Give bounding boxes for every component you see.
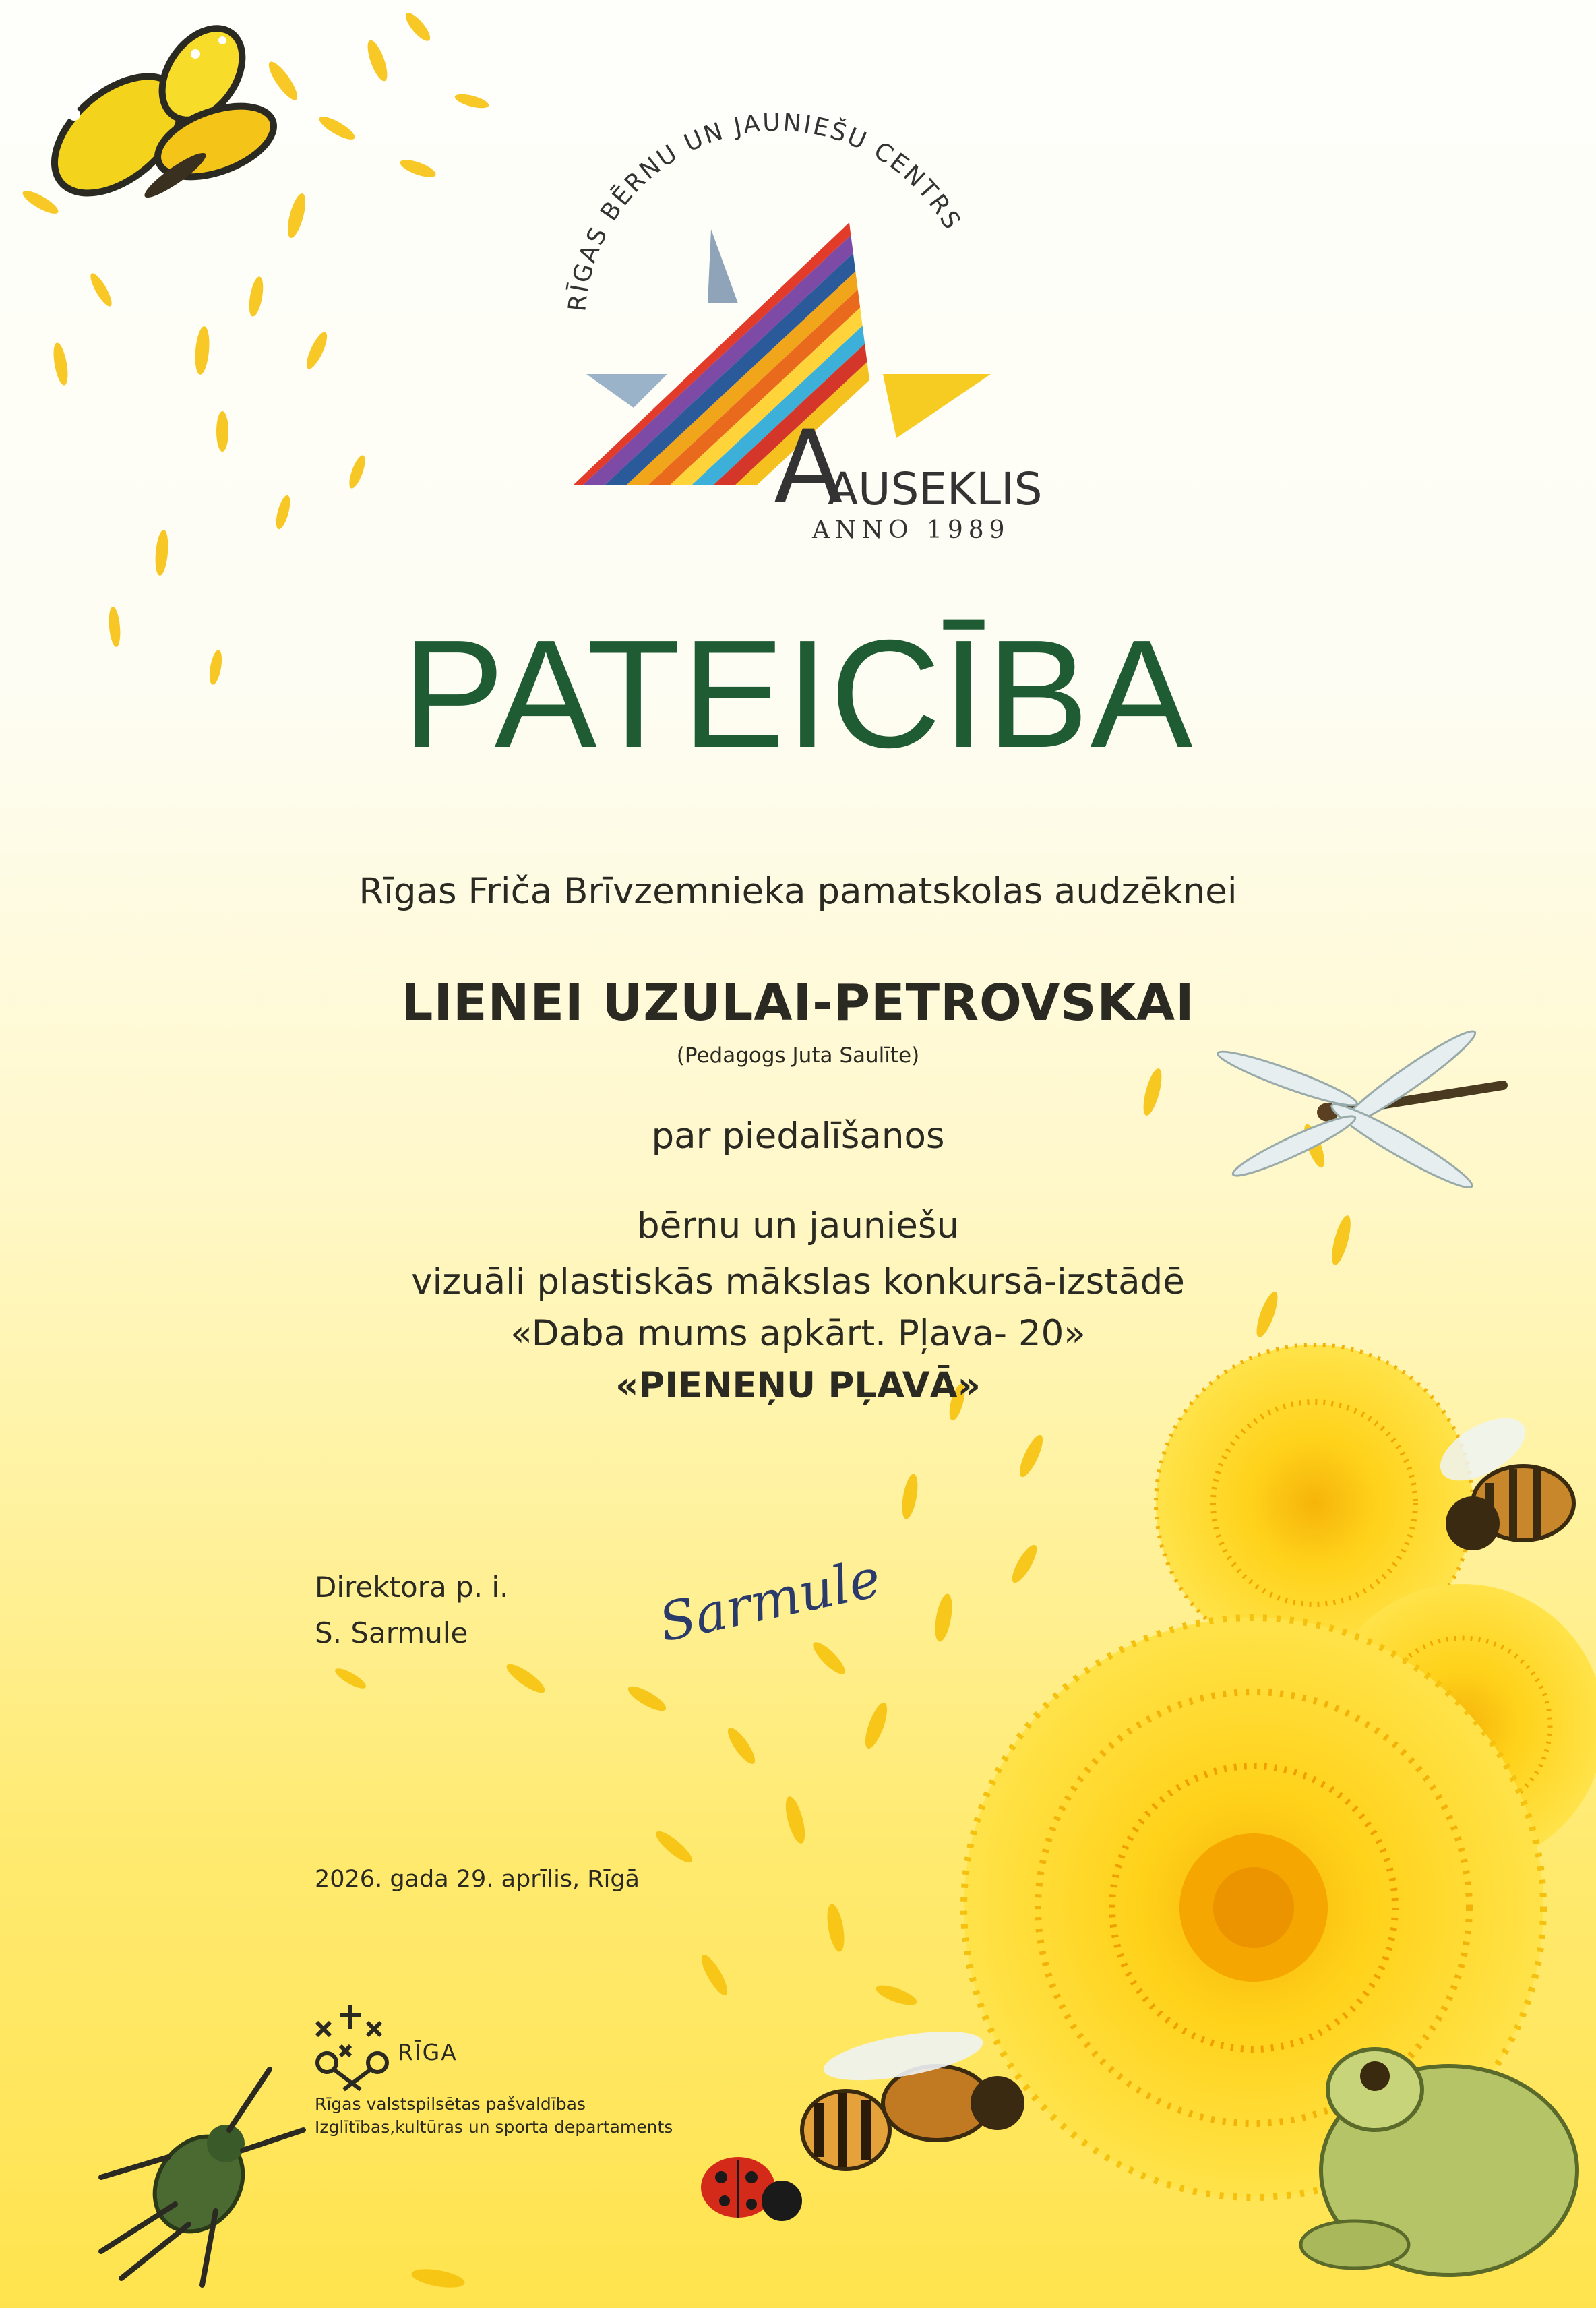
date-place: 2026. gada 29. aprīlis, Rīgā xyxy=(315,1866,640,1893)
ladybug-image xyxy=(701,2157,802,2221)
svg-text:Sarmule: Sarmule xyxy=(654,1548,886,1654)
riga-coat-of-arms-icon xyxy=(317,2005,387,2090)
beetle-image xyxy=(101,2069,303,2285)
contest-line-4: «PIENEŅU PĻAVĀ» xyxy=(615,1365,981,1406)
butterfly-image xyxy=(33,13,283,216)
frog-image xyxy=(1301,2049,1577,2275)
signatory-title: Direktora p. i. xyxy=(315,1571,509,1604)
honeybee-image xyxy=(802,2022,1024,2169)
footer-city: RĪGA xyxy=(398,2039,458,2065)
recipient-intro: Rīgas Friča Brīvzemnieka pamatskolas audzēknei xyxy=(359,871,1237,912)
certificate-title: PATEICĪBA xyxy=(402,609,1194,780)
logo-anno: ANNO 1989 xyxy=(812,516,1010,544)
contest-line-1: bērnu un jauniešu xyxy=(636,1205,960,1246)
footer-line-2: Izglītības,kultūras un sporta departaments xyxy=(315,2117,673,2137)
contest-line-3: «Daba mums apkārt. Pļava- 20» xyxy=(510,1313,1086,1354)
logo-brand: AUSEKLIS xyxy=(828,463,1043,515)
svg-text:A: A xyxy=(774,409,843,526)
footer-line-1: Rīgas valstspilsētas pašvaldības xyxy=(315,2094,586,2114)
signatory-name: S. Sarmule xyxy=(315,1616,468,1649)
recipient-name: LIENEI UZULAI-PETROVSKAI xyxy=(401,974,1195,1032)
svg-text:RĪGAS BĒRNU UN JAUNIEŠU CENTRS xyxy=(563,109,966,313)
auseklis-logo[interactable] xyxy=(526,109,1043,578)
contest-line-2: vizuāli plastiskās mākslas konkursā-izstādē xyxy=(411,1261,1185,1302)
signature xyxy=(654,1548,886,1653)
reason-text: par piedalīšanos xyxy=(651,1116,945,1157)
pedagogue-note: (Pedagogs Juta Saulīte) xyxy=(676,1043,920,1068)
logo-arc-text: RĪGAS BĒRNU UN JAUNIEŠU CENTRS xyxy=(563,109,967,313)
